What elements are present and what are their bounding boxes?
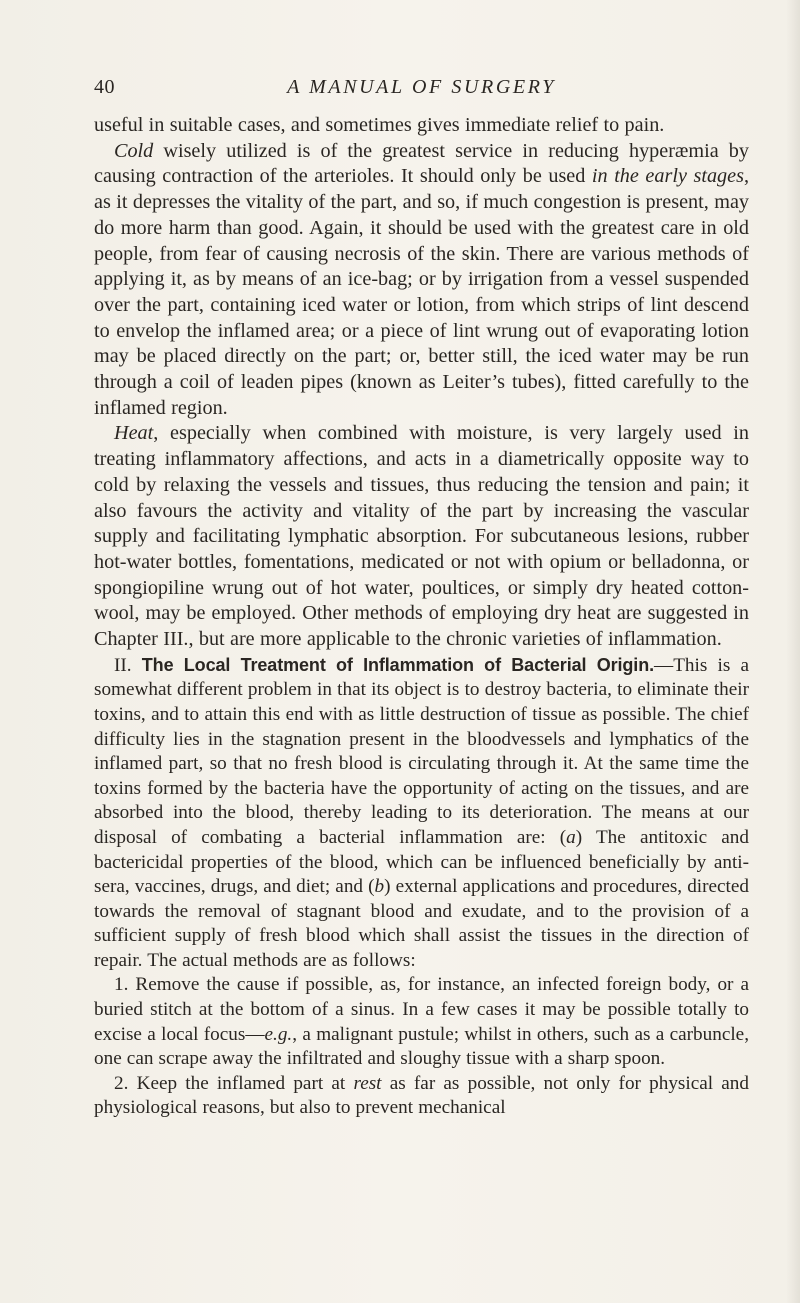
early-stages-emphasis: in the early stages xyxy=(591,165,744,188)
paragraph-bacterial: II. The Local Treatment of Inflammation of Bacterial Origin.—This is a somewhat different problem in that its object is to destroy bacteria, to eliminate their toxins, and to attain this end with as little destruction of tissue as possible. The chief difficulty lies in the stagnation present in the bloodvessels and lymphatics of the inflamed part, so that no fresh blood is circulating through it. At the same time the toxins formed by the bacteria have the opportunity of acting on the tissues, and are absorbed into the blood, thereby leading to its deterioration. The means at our disposal of combating a bacterial inflammation are: (a) The antitoxic and bactericidal properties of the blood, which can be influenced beneficially by anti-sera, vaccines, drugs, and diet; and (b) external applications and procedures, directed towards the removal of stagnant blood and exudate, and to the provision of a sufficient supply of fresh blood which shall assist the tissues in the direction of repair. The actual methods are as follows: xyxy=(94,654,750,971)
list-item-remove-cause: 1. Remove the cause if possible, as, for instance, an infected foreign body, or a buried stitch at the bottom of a sinus. In a few cases it may be possible totally to excise a local focus—e.g., a malignant pustule; whilst in others, such as a carbuncle, one can scrape away the infiltrated and sloughy tissue with a sharp spoon. xyxy=(94,974,749,1070)
list-item-rest: 2. Keep the inflamed part at rest as far as possible, not only for physical and physiological reasons, but also to prevent mechanical xyxy=(94,1072,749,1119)
page-number: 40 xyxy=(94,76,115,98)
body-text xyxy=(94,113,749,1121)
page-edge-shadow xyxy=(786,0,800,1303)
section-heading: The Local Treatment of Inflammation of Bacterial Origin. xyxy=(141,654,655,675)
running-head xyxy=(94,76,749,106)
paragraph-cold: Cold wisely utilized is of the greatest service in reducing hyperæmia by causing contraction of the arterioles. It should only be used in the early stages, as it depresses the vitality of the part, and so, if much congestion is present, may do more harm than good. Again, it should be used with the greatest care in old people, from fear of causing necrosis of the skin. There are various methods of applying it, as by means of an ice-bag; or by irrigation from a vessel suspended over the part, containing iced water or lotion, from which strips of lint descend to envelop the inflamed area; or a piece of lint wrung out of evaporating lotion may be placed directly on the part; or, better still, the iced water may be run through a coil of leaden pipes (known as Leiter’s tubes), fitted carefully to the inflamed region. xyxy=(94,139,749,419)
paragraph-continuation: useful in suitable cases, and sometimes gives immediate relief to pain. xyxy=(94,114,665,136)
paragraph-heat: Heat, especially when combined with moisture, is very largely used in treating inflammatory affections, and acts in a diametrically opposite way to cold by relaxing the vessels and tissues, thus reducing the tension and pain; it also favours the activity and vitality of the part by increasing the vascular supply and facilitating lymphatic absorption. For subcutaneous lesions, rubber hot-water bottles, fomentations, medicated or not with opium or belladonna, or spongiopiline wrung out of hot water, poultices, or simply dry heated cotton-wool, may be employed. Other methods of employing dry heat are suggested in Chapter III., but are more applicable to the chronic varieties of inflammation. xyxy=(94,422,749,651)
cold-lead: Cold xyxy=(114,139,154,162)
running-title: A MANUAL OF SURGERY xyxy=(287,76,556,98)
heat-lead: Heat xyxy=(114,422,154,445)
section-numeral: II. xyxy=(114,654,132,676)
